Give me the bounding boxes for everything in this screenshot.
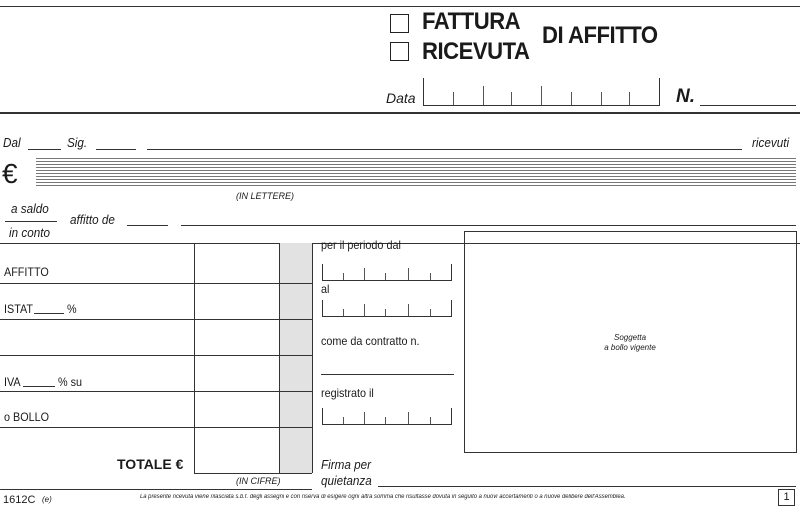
registered-label: registrato il: [321, 386, 374, 400]
number-label: N.: [676, 86, 695, 107]
stamp-box: [464, 231, 797, 453]
total-label: TOTALE €: [117, 456, 184, 472]
date-tick: [629, 92, 630, 105]
stamp-box-line1: Soggetta: [613, 333, 647, 342]
date-tick: [571, 92, 572, 105]
table-row-divider: [0, 427, 312, 428]
date-tick: [453, 92, 454, 105]
registered-date-field[interactable]: [322, 408, 452, 425]
balance-option[interactable]: a saldo: [11, 201, 49, 216]
invoice-option-label: FATTURA: [422, 8, 521, 35]
date-field-right-edge: [659, 78, 660, 106]
istat-percent-field[interactable]: [34, 313, 64, 314]
date-tick: [385, 273, 386, 280]
from-label: Dal: [3, 135, 21, 150]
stamp-box-line2: a bollo vigente: [604, 343, 656, 352]
option-divider: [5, 221, 57, 222]
date-tick: [364, 268, 365, 280]
form-variant: (e): [42, 495, 52, 504]
stamp-item-label: o BOLLO: [4, 410, 50, 424]
page-number: 1: [778, 489, 795, 506]
footer-divider: [0, 489, 312, 490]
date-tick: [343, 417, 344, 424]
rent-item-label: AFFITTO: [4, 265, 49, 279]
amount-in-words-field[interactable]: [36, 158, 796, 186]
table-row-divider: [0, 391, 312, 392]
payer-name-field[interactable]: [147, 149, 742, 150]
contract-label: come da contratto n.: [321, 334, 420, 348]
words-hint: (IN LETTERE): [236, 191, 295, 201]
period-to-field[interactable]: [322, 300, 452, 317]
date-tick: [430, 309, 431, 316]
document-title-suffix: DI AFFITTO: [542, 22, 658, 49]
table-col-divider: [312, 243, 313, 473]
table-row-divider: [0, 319, 312, 320]
vat-item-label: IVA: [4, 375, 21, 389]
period-from-label: per il periodo dal: [321, 238, 401, 252]
registered-right-edge: [451, 408, 452, 425]
date-tick: [364, 304, 365, 316]
period-from-field[interactable]: [322, 264, 452, 281]
form-code: 1612C: [3, 494, 36, 506]
signature-label-line1: Firma per: [321, 457, 372, 472]
date-tick: [430, 273, 431, 280]
date-label: Data: [386, 90, 416, 106]
rent-of-short-field[interactable]: [127, 225, 168, 226]
receipt-option-label: RICEVUTA: [422, 38, 530, 65]
account-option[interactable]: in conto: [9, 225, 50, 240]
table-col-divider: [194, 243, 195, 473]
received-label: ricevuti: [752, 135, 790, 150]
period-from-right-edge: [451, 264, 452, 281]
mr-label: Sig.: [67, 135, 88, 150]
registered-left-edge: [322, 408, 323, 425]
date-tick: [408, 268, 409, 280]
disclaimer-text: La presente ricevuta viene rilasciata s.b.f. degli assegni e con riserva di esigere ogni altra somma che risultasse dovuta in seguito a nuovi accertamenti o a nuove delibere dell'Assemblea.: [140, 494, 626, 500]
date-tick: [364, 412, 365, 424]
date-field[interactable]: [423, 78, 660, 106]
date-tick: [430, 417, 431, 424]
table-row-divider: [0, 355, 312, 356]
period-to-baseline: [322, 316, 452, 317]
istat-percent-sign: %: [67, 302, 77, 316]
rent-of-label: affitto de: [70, 212, 115, 227]
istat-item-label: ISTAT: [4, 302, 34, 316]
table-col-divider: [279, 243, 280, 473]
date-tick: [511, 92, 512, 105]
from-field[interactable]: [28, 149, 61, 150]
header-divider: [0, 112, 800, 114]
number-field[interactable]: [700, 105, 796, 106]
date-tick: [385, 309, 386, 316]
date-tick: [385, 417, 386, 424]
table-row-divider: [0, 283, 312, 284]
top-border: [0, 6, 800, 7]
date-tick: [483, 86, 484, 105]
registered-baseline: [322, 424, 452, 425]
date-tick: [343, 309, 344, 316]
period-to-left-edge: [322, 300, 323, 317]
euro-symbol: €: [2, 158, 18, 189]
signature-label-line2: quietanza: [321, 473, 372, 488]
period-to-label: al: [321, 282, 330, 296]
date-tick: [343, 273, 344, 280]
vat-percent-field[interactable]: [23, 386, 55, 387]
rent-of-field[interactable]: [181, 225, 796, 226]
period-to-right-edge: [451, 300, 452, 317]
decimal-shade: [279, 243, 312, 473]
date-tick: [408, 304, 409, 316]
contract-field[interactable]: [321, 374, 454, 375]
date-field-baseline: [423, 105, 660, 106]
date-tick: [601, 92, 602, 105]
mr-prefix-field[interactable]: [96, 149, 136, 150]
vat-percent-on-label: % su: [58, 375, 83, 389]
receipt-checkbox[interactable]: [390, 42, 409, 61]
signature-field[interactable]: [378, 486, 796, 487]
date-tick: [408, 412, 409, 424]
invoice-checkbox[interactable]: [390, 14, 409, 33]
total-field-baseline: [194, 473, 312, 474]
date-field-left-edge: [423, 78, 424, 106]
figures-hint: (IN CIFRE): [236, 476, 281, 486]
date-tick: [541, 86, 542, 105]
period-from-baseline: [322, 280, 452, 281]
period-from-left-edge: [322, 264, 323, 281]
